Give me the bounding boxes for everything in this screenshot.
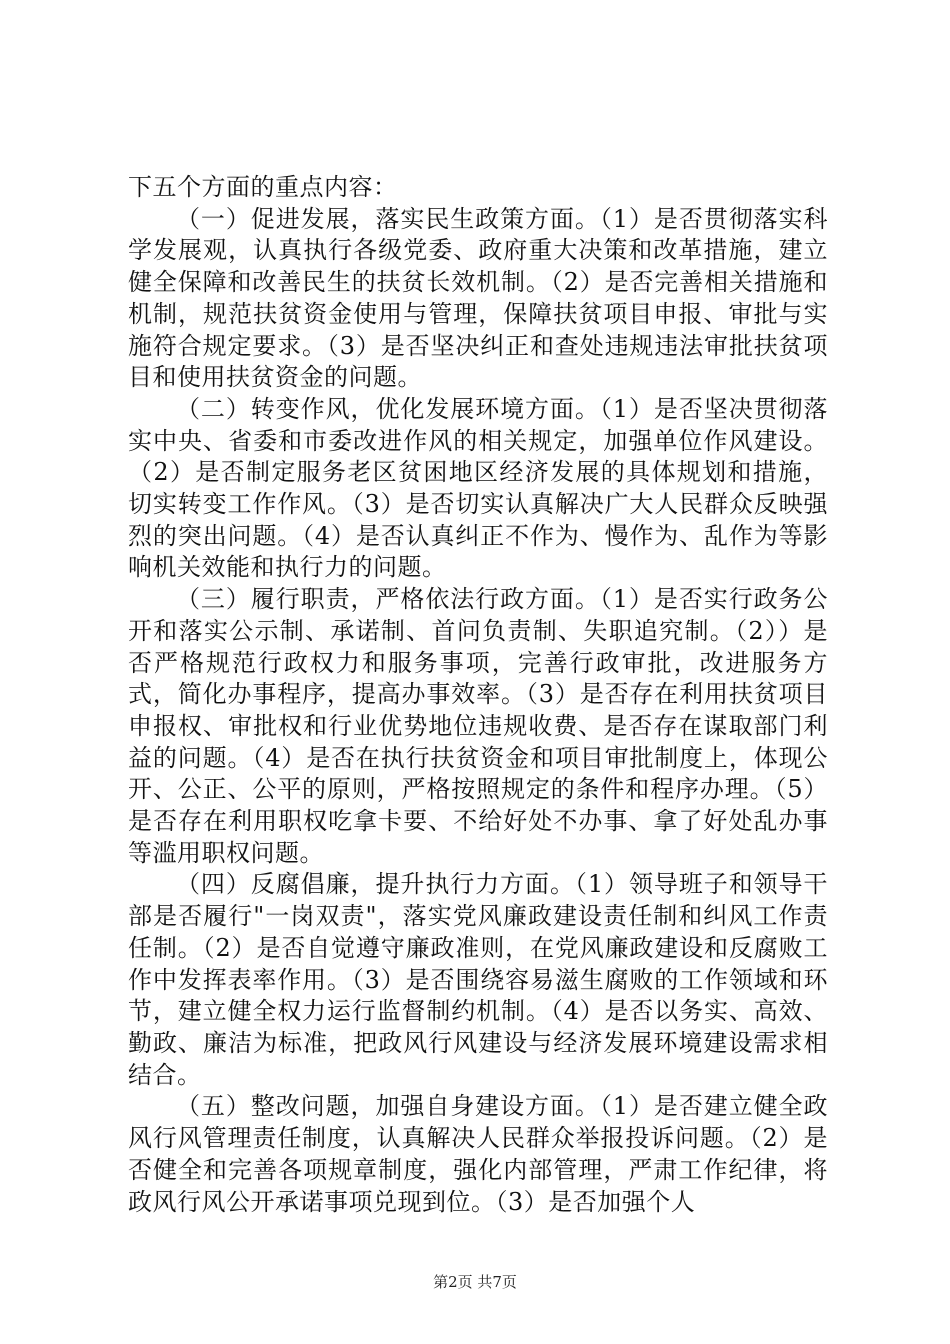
lead-line: 下五个方面的重点内容： xyxy=(128,173,398,201)
page-number-footer: 第2页 共7页 xyxy=(433,1273,517,1291)
paragraph-4: （四）反腐倡廉，提升执行力方面。（1）领导班子和领导干部是否履行"一岗双责"，落实党风廉政建设责任制和纠风工作责任制。（2）是否自觉遵守廉政准则，在党风廉政建设和反腐败工作中发挥表率作用。（3）是否围绕容易滋生腐败的工作领域和环节，建立健全权力运行监督制约机制。（4）是否以务实、高效、勤政、廉洁为标准，把政风行风建设与经济发展环境建设需求相结合。 xyxy=(128,870,828,1089)
document-body xyxy=(128,172,828,1218)
paragraph-3: （三）履行职责，严格依法行政方面。（1）是否实行政务公开和落实公示制、承诺制、首问负责制、失职追究制。（2））是否严格规范行政权力和服务事项，完善行政审批，改进服务方式，简化办事程序，提高办事效率。（3）是否存在利用扶贫项目申报权、审批权和行业优势地位违规收费、是否存在谋取部门利益的问题。（4）是否在执行扶贫资金和项目审批制度上，体现公开、公正、公平的原则，严格按照规定的条件和程序办理。（5）是否存在利用职权吃拿卡要、不给好处不办事、拿了好处乱办事等滥用职权问题。 xyxy=(128,585,828,867)
paragraph-1: （一）促进发展，落实民生政策方面。（1）是否贯彻落实科学发展观，认真执行各级党委、政府重大决策和改革措施，建立健全保障和改善民生的扶贫长效机制。（2）是否完善相关措施和机制，规范扶贫资金使用与管理，保障扶贫项目申报、审批与实施符合规定要求。（3）是否坚决纠正和查处违规违法审批扶贫项目和使用扶贫资金的问题。 xyxy=(128,204,828,392)
paragraph-2: （二）转变作风，优化发展环境方面。（1）是否坚决贯彻落实中央、省委和市委改进作风的相关规定，加强单位作风建设。（2）是否制定服务老区贫困地区经济发展的具体规划和措施，切实转变工作作风。（3）是否切实认真解决广大人民群众反映强烈的突出问题。（4）是否认真纠正不作为、慢作为、乱作为等影响机关效能和执行力的问题。 xyxy=(128,394,828,582)
paragraph-5: （五）整改问题，加强自身建设方面。（1）是否建立健全政风行风管理责任制度，认真解决人民群众举报投诉问题。（2）是否健全和完善各项规章制度，强化内部管理，严肃工作纪律，将政风行风公开承诺事项兑现到位。（3）是否加强个人 xyxy=(128,1092,828,1216)
